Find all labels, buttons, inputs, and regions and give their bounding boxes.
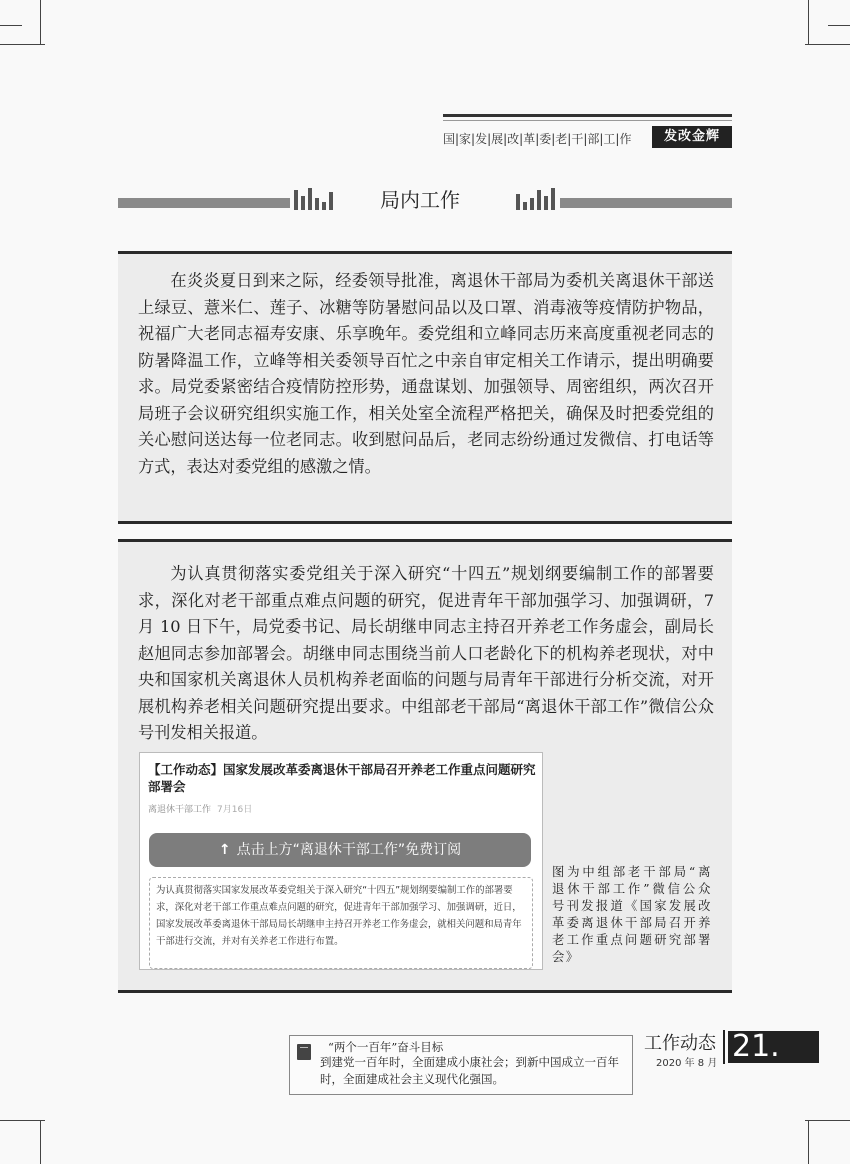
crop-mark-br-h	[805, 1120, 850, 1121]
figure-caption: 图为中组部老干部局“离退休干部工作”微信公众号刊发报道《国家发展改革委离退休干部局召开养老工作重点问题研究部署会》	[552, 865, 712, 964]
crop-mark-tl-v	[40, 0, 41, 45]
magazine-name: 工作动态	[644, 1033, 716, 1054]
header-subtitle: 国|家|发|展|改|革|委|老|干|部|工|作	[443, 132, 632, 146]
section-bar-left	[118, 198, 290, 208]
book-icon	[297, 1044, 311, 1060]
section-bar-right	[560, 198, 732, 208]
crop-mark-tr-h2	[828, 25, 850, 26]
header-rule	[443, 114, 732, 117]
screenshot-title: 【工作动态】国家发展改革委离退休干部局召开养老工作重点问题研究部署会	[148, 762, 536, 794]
up-arrow-icon: ↑	[218, 842, 231, 858]
section-bars-right-icon	[516, 186, 555, 210]
subscribe-label: 点击上方“离退休干部工作”免费订阅	[236, 842, 462, 858]
crop-mark-tl-h	[0, 44, 45, 45]
crop-mark-bl-v	[40, 1120, 41, 1164]
screenshot-quote: 为认真贯彻落实国家发展改革委党组关于深入研究“十四五”规划纲要编制工作的部署要求，深化对老干部工作重点难点问题的研究，促进青年干部加强学习、加强调研，近日，国家发展改革委离退休干部局局长胡继申主持召开养老工作务虚会，就相关问题和局青年干部进行交流，并对有关养老工作进行布置。	[149, 877, 533, 969]
screenshot-source: 离退休干部工作	[148, 805, 212, 815]
screenshot-meta	[148, 802, 252, 815]
crop-mark-bl-h	[0, 1120, 45, 1121]
footer-divider	[723, 1030, 725, 1064]
page-number: 21.	[728, 1031, 819, 1063]
goal-title: “两个一百年”奋斗目标	[328, 1040, 444, 1054]
section-title: 局内工作	[380, 188, 460, 212]
issue-date: 2020 年 8 月	[656, 1058, 718, 1069]
goal-box	[289, 1035, 633, 1095]
goal-body: 到建党一百年时，全面建成小康社会；到新中国成立一百年时，全面建成社会主义现代化强国。	[320, 1055, 619, 1086]
crop-mark-tr-v	[808, 0, 809, 45]
brand-logo: 发改金辉	[652, 126, 732, 148]
section-bars-left-icon	[294, 186, 333, 210]
article-2-text: 为认真贯彻落实委党组关于深入研究“十四五”规划纲要编制工作的部署要求，深化对老干部重点难点问题的研究，促进青年干部加强学习、加强调研，7 月 10 日下午，局党委书记、局长胡继申同志主持召开养老工作务虚会，副局长赵旭同志参加部署会。胡继申同志围绕当前人口老龄化下的机构养老现状，对中央和国家机关离退休人员机构养老面临的问题与局青年干部进行分析交流，对开展机构养老相关问题研究提出要求。中组部老干部局“离退休干部工作”微信公众号刊发相关报道。	[138, 564, 714, 742]
crop-mark-tr-h	[805, 44, 850, 45]
wechat-article-screenshot	[139, 752, 543, 970]
article-1-text: 在炎炎夏日到来之际，经委领导批准，离退休干部局为委机关离退休干部送上绿豆、薏米仁、莲子、冰糖等防暑慰问品以及口罩、消毒液等疫情防护物品，祝福广大老同志福寿安康、乐享晚年。委党组和立峰同志历来高度重视老同志的防暑降温工作，立峰等相关委领导百忙之中亲自审定相关工作请示，提出明确要求。局党委紧密结合疫情防控形势，通盘谋划、加强领导、周密组织，两次召开局班子会议研究组织实施工作，相关处室全流程严格把关，确保及时把委党组的关心慰问送达每一位老同志。收到慰问品后，老同志纷纷通过发微信、打电话等方式，表达对委党组的感激之情。	[138, 271, 714, 476]
crop-mark-tl-h2	[0, 25, 22, 26]
crop-mark-br-v	[808, 1120, 809, 1164]
subscribe-button	[149, 833, 531, 867]
screenshot-date: 7月16日	[217, 805, 253, 815]
header-rule-thin	[443, 120, 732, 121]
